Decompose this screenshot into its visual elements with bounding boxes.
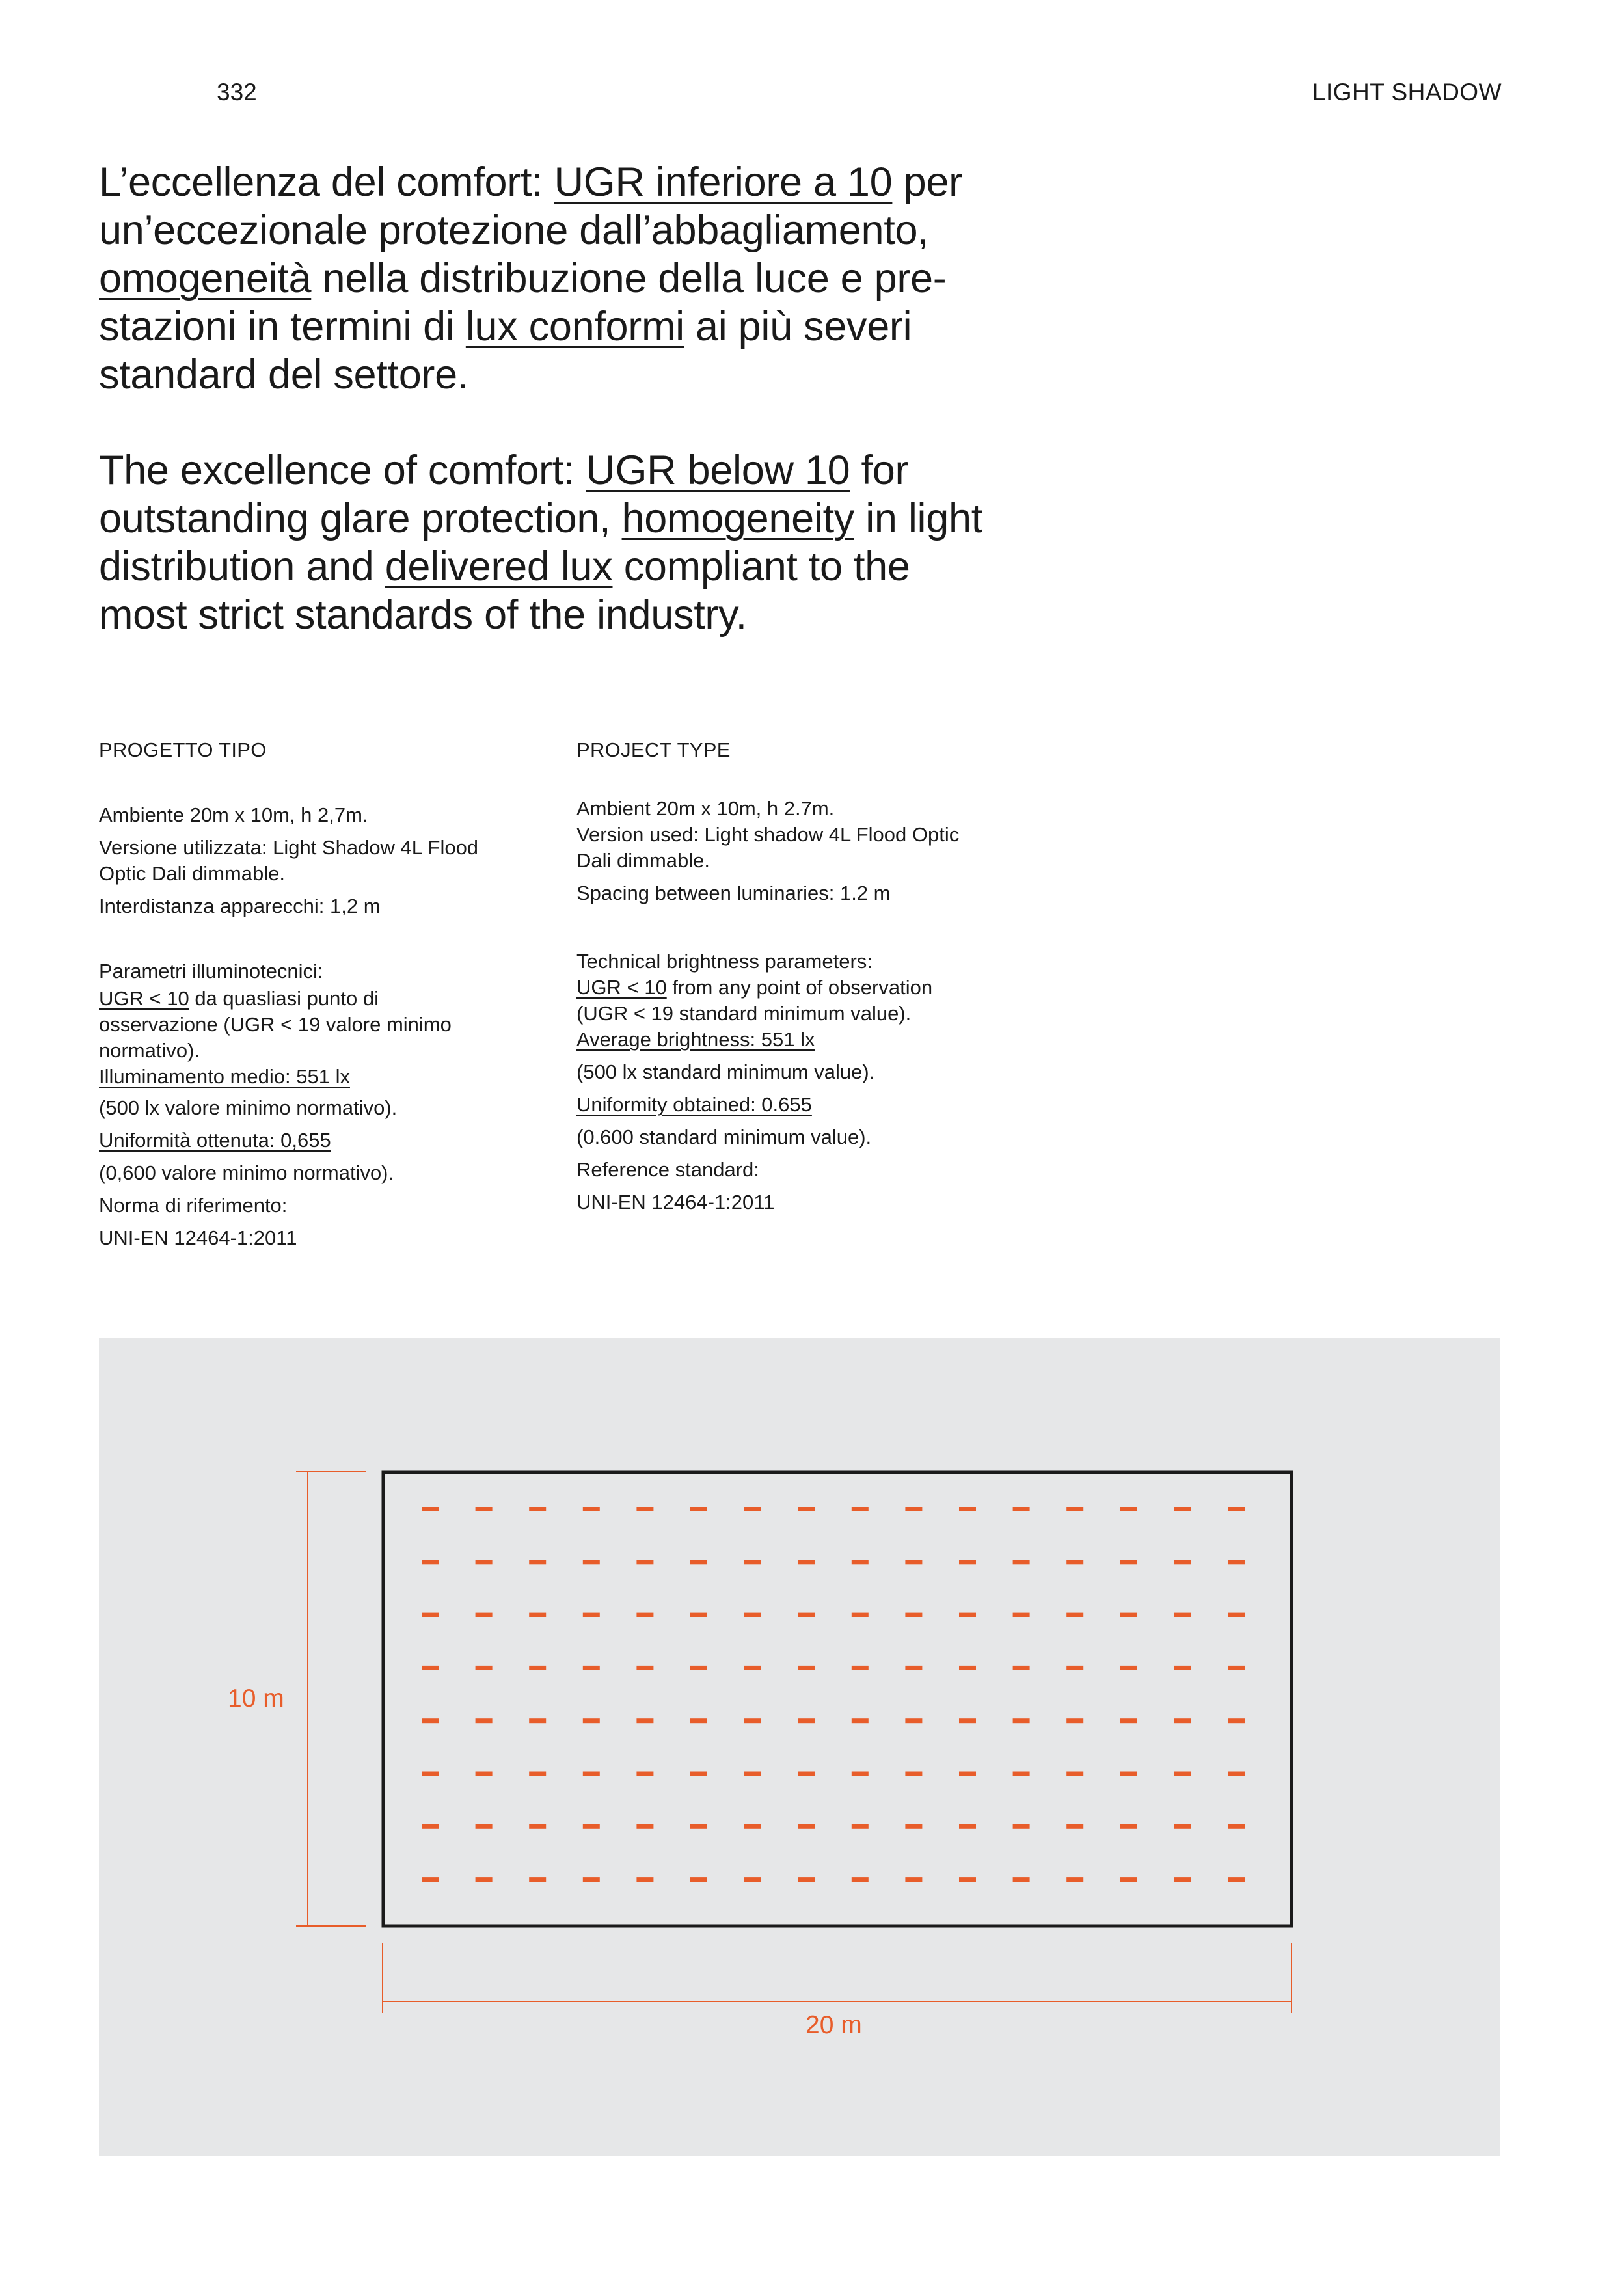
luminaire-mark [476, 1507, 493, 1511]
luminaire-mark [744, 1560, 761, 1564]
luminaire-mark [959, 1772, 976, 1776]
luminaire-mark [852, 1824, 869, 1829]
detail-span: UNI-EN 12464-1:2011 [99, 1226, 297, 1249]
luminaire-mark [905, 1718, 922, 1723]
page-number: 332 [217, 79, 257, 105]
luminaire-mark [1120, 1824, 1137, 1829]
luminaire-mark [1120, 1718, 1137, 1723]
luminaire-mark [583, 1613, 600, 1617]
luminaire-mark [852, 1666, 869, 1670]
running-title: LIGHT SHADOW [1312, 79, 1502, 105]
luminaire-mark [1174, 1718, 1191, 1723]
luminaire-mark [1174, 1560, 1191, 1564]
luminaire-mark [744, 1877, 761, 1882]
text-span: in light [854, 496, 982, 541]
luminaire-mark [476, 1560, 493, 1564]
luminaire-mark [636, 1877, 653, 1882]
luminaire-mark [798, 1507, 815, 1511]
luminaire-mark [1013, 1507, 1030, 1511]
luminaire-mark [959, 1824, 976, 1829]
luminaire-mark [798, 1877, 815, 1882]
luminaire-mark [529, 1613, 546, 1617]
luminaire-mark [1228, 1666, 1245, 1670]
luminaire-mark [798, 1666, 815, 1670]
detail-span: Spacing between luminaries: 1.2 m [576, 882, 891, 904]
detail-span: normativo). [99, 1039, 200, 1062]
underlined-detail-span: UGR < 10 [99, 987, 189, 1010]
luminaire-mark [636, 1824, 653, 1829]
luminaire-mark [1120, 1507, 1137, 1511]
luminaire-mark [1174, 1613, 1191, 1617]
luminaire-mark [690, 1560, 707, 1564]
underlined-detail-span: Uniformità ottenuta: 0,655 [99, 1129, 331, 1152]
detail-span: Versione utilizzata: Light Shadow 4L Flood [99, 836, 479, 859]
underlined-text-span: UGR below 10 [586, 448, 850, 493]
luminaire-mark [1174, 1877, 1191, 1882]
luminaire-mark [852, 1613, 869, 1617]
luminaire-mark [959, 1666, 976, 1670]
luminaire-mark [905, 1772, 922, 1776]
luminaire-mark [636, 1507, 653, 1511]
luminaire-mark [1013, 1560, 1030, 1564]
luminaire-mark [744, 1613, 761, 1617]
text-span: The excellence of comfort: [99, 448, 586, 493]
luminaire-mark [852, 1877, 869, 1882]
detail-span: Ambiente 20m x 10m, h 2,7m. [99, 804, 368, 826]
luminaire-mark [905, 1666, 922, 1670]
text-span: compliant to the [612, 544, 910, 589]
luminaire-mark [1013, 1666, 1030, 1670]
width-dimension-label: 20 m [805, 2011, 862, 2039]
underlined-detail-span: Uniformity obtained: 0.655 [576, 1093, 812, 1116]
luminaire-mark [1120, 1560, 1137, 1564]
luminaire-mark [1120, 1613, 1137, 1617]
detail-span: Technical brightness parameters: [576, 950, 873, 973]
luminaire-mark [905, 1824, 922, 1829]
luminaire-mark [1174, 1824, 1191, 1829]
detail-span: (UGR < 19 standard minimum value). [576, 1002, 912, 1025]
luminaire-mark [636, 1718, 653, 1723]
luminaire-mark [798, 1718, 815, 1723]
luminaire-mark [1120, 1877, 1137, 1882]
luminaire-mark [852, 1718, 869, 1723]
text-span: ai più severi [684, 304, 912, 349]
luminaire-mark [959, 1560, 976, 1564]
luminaire-mark [905, 1877, 922, 1882]
underlined-detail-span: Illuminamento medio: 551 lx [99, 1065, 350, 1088]
luminaire-mark [422, 1877, 439, 1882]
luminaire-mark [1066, 1560, 1083, 1564]
luminaire-mark [422, 1824, 439, 1829]
luminaire-mark [798, 1560, 815, 1564]
luminaire-mark [1013, 1877, 1030, 1882]
luminaire-mark [1066, 1507, 1083, 1511]
luminaire-mark [852, 1560, 869, 1564]
underlined-text-span: homogeneity [621, 496, 854, 541]
luminaire-mark [422, 1560, 439, 1564]
luminaire-mark [690, 1718, 707, 1723]
luminaire-mark [1228, 1877, 1245, 1882]
luminaire-mark [529, 1507, 546, 1511]
luminaire-mark [852, 1772, 869, 1776]
detail-span: Version used: Light shadow 4L Flood Optic [576, 823, 960, 846]
detail-span: (500 lx valore minimo normativo). [99, 1096, 398, 1119]
luminaire-mark [744, 1718, 761, 1723]
luminaire-mark [476, 1666, 493, 1670]
detail-span: from any point of observation [666, 976, 933, 999]
detail-span: Dali dimmable. [576, 849, 710, 872]
luminaire-grid [422, 1507, 1245, 1882]
luminaire-mark [1013, 1824, 1030, 1829]
luminaire-mark [422, 1772, 439, 1776]
luminaire-mark [1120, 1772, 1137, 1776]
luminaire-mark [1066, 1877, 1083, 1882]
luminaire-mark [744, 1507, 761, 1511]
detail-span: (500 lx standard minimum value). [576, 1061, 875, 1083]
luminaire-mark [1228, 1560, 1245, 1564]
luminaire-mark [905, 1507, 922, 1511]
luminaire-mark [690, 1666, 707, 1670]
text-span: nella distribuzione della luce e pre- [311, 256, 947, 301]
luminaire-mark [422, 1613, 439, 1617]
project-heading-italian: PROGETTO TIPO [99, 738, 267, 761]
luminaire-mark [744, 1666, 761, 1670]
luminaire-mark [529, 1718, 546, 1723]
underlined-detail-span: Average brightness: 551 lx [576, 1028, 815, 1051]
luminaire-mark [583, 1666, 600, 1670]
detail-span: Optic Dali dimmable. [99, 862, 285, 885]
luminaire-mark [1066, 1718, 1083, 1723]
detail-span: Interdistanza apparecchi: 1,2 m [99, 895, 381, 917]
luminaire-mark [583, 1507, 600, 1511]
luminaire-mark [1066, 1772, 1083, 1776]
luminaire-mark [529, 1666, 546, 1670]
detail-span: Reference standard: [576, 1158, 759, 1181]
luminaire-mark [636, 1666, 653, 1670]
room-outline [383, 1472, 1292, 1926]
luminaire-mark [1013, 1613, 1030, 1617]
underlined-text-span: delivered lux [385, 544, 613, 589]
luminaire-mark [1013, 1718, 1030, 1723]
luminaire-mark [529, 1877, 546, 1882]
luminaire-mark [1174, 1507, 1191, 1511]
luminaire-mark [636, 1772, 653, 1776]
detail-span: Parametri illuminotecnici: [99, 960, 323, 982]
luminaire-mark [1228, 1824, 1245, 1829]
luminaire-mark [1228, 1718, 1245, 1723]
luminaire-mark [422, 1718, 439, 1723]
luminaire-mark [529, 1772, 546, 1776]
detail-span: UNI-EN 12464-1:2011 [576, 1191, 775, 1213]
text-span: stazioni in termini di [99, 304, 466, 349]
detail-span: (0,600 valore minimo normativo). [99, 1161, 394, 1184]
detail-span: Norma di riferimento: [99, 1194, 288, 1217]
project-heading-english: PROJECT TYPE [576, 738, 731, 761]
luminaire-mark [690, 1824, 707, 1829]
text-span: outstanding glare protection, [99, 496, 622, 541]
luminaire-mark [583, 1560, 600, 1564]
luminaire-mark [476, 1613, 493, 1617]
luminaire-mark [1066, 1666, 1083, 1670]
luminaire-mark [1066, 1824, 1083, 1829]
luminaire-mark [1174, 1666, 1191, 1670]
luminaire-mark [422, 1666, 439, 1670]
luminaire-mark [583, 1824, 600, 1829]
text-span: for [850, 448, 909, 493]
detail-span: (0.600 standard minimum value). [576, 1126, 872, 1148]
text-span: L’eccellenza del comfort: [99, 159, 554, 205]
luminaire-mark [583, 1718, 600, 1723]
underlined-text-span: lux conformi [465, 304, 684, 349]
luminaire-mark [798, 1772, 815, 1776]
detail-span: da quasliasi punto di [189, 987, 379, 1010]
luminaire-mark [476, 1772, 493, 1776]
height-dimension-label: 10 m [228, 1684, 284, 1712]
luminaire-mark [529, 1560, 546, 1564]
text-span: most strict standards of the industry. [99, 592, 747, 638]
underlined-text-span: omogeneità [99, 256, 312, 301]
luminaire-mark [959, 1507, 976, 1511]
luminaire-mark [798, 1613, 815, 1617]
luminaire-mark [636, 1560, 653, 1564]
luminaire-mark [1120, 1666, 1137, 1670]
luminaire-mark [476, 1718, 493, 1723]
detail-span: Ambient 20m x 10m, h 2.7m. [576, 797, 835, 820]
luminaire-mark [476, 1877, 493, 1882]
luminaire-mark [798, 1824, 815, 1829]
text-span: distribution and [99, 544, 385, 589]
luminaire-mark [690, 1877, 707, 1882]
luminaire-mark [476, 1824, 493, 1829]
luminaire-mark [959, 1613, 976, 1617]
luminaire-mark [690, 1772, 707, 1776]
luminaire-mark [1013, 1772, 1030, 1776]
text-span: un’eccezionale protezione dall’abbagliamento, [99, 208, 929, 253]
luminaire-mark [583, 1877, 600, 1882]
luminaire-mark [422, 1507, 439, 1511]
luminaire-mark [529, 1824, 546, 1829]
luminaire-mark [744, 1824, 761, 1829]
luminaire-mark [690, 1507, 707, 1511]
luminaire-mark [636, 1613, 653, 1617]
luminaire-mark [905, 1613, 922, 1617]
luminaire-mark [959, 1718, 976, 1723]
luminaire-mark [690, 1613, 707, 1617]
luminaire-mark [1174, 1772, 1191, 1776]
luminaire-mark [1228, 1772, 1245, 1776]
underlined-text-span: UGR inferiore a 10 [554, 159, 893, 205]
luminaire-mark [1066, 1613, 1083, 1617]
underlined-detail-span: UGR < 10 [576, 976, 667, 999]
detail-span: osservazione (UGR < 19 valore minimo [99, 1013, 452, 1036]
text-span: per [892, 159, 962, 205]
luminaire-mark [583, 1772, 600, 1776]
luminaire-mark [852, 1507, 869, 1511]
luminaire-mark [744, 1772, 761, 1776]
luminaire-mark [905, 1560, 922, 1564]
luminaire-mark [1228, 1613, 1245, 1617]
text-span: standard del settore. [99, 352, 469, 398]
luminaire-mark [959, 1877, 976, 1882]
luminaire-mark [1228, 1507, 1245, 1511]
